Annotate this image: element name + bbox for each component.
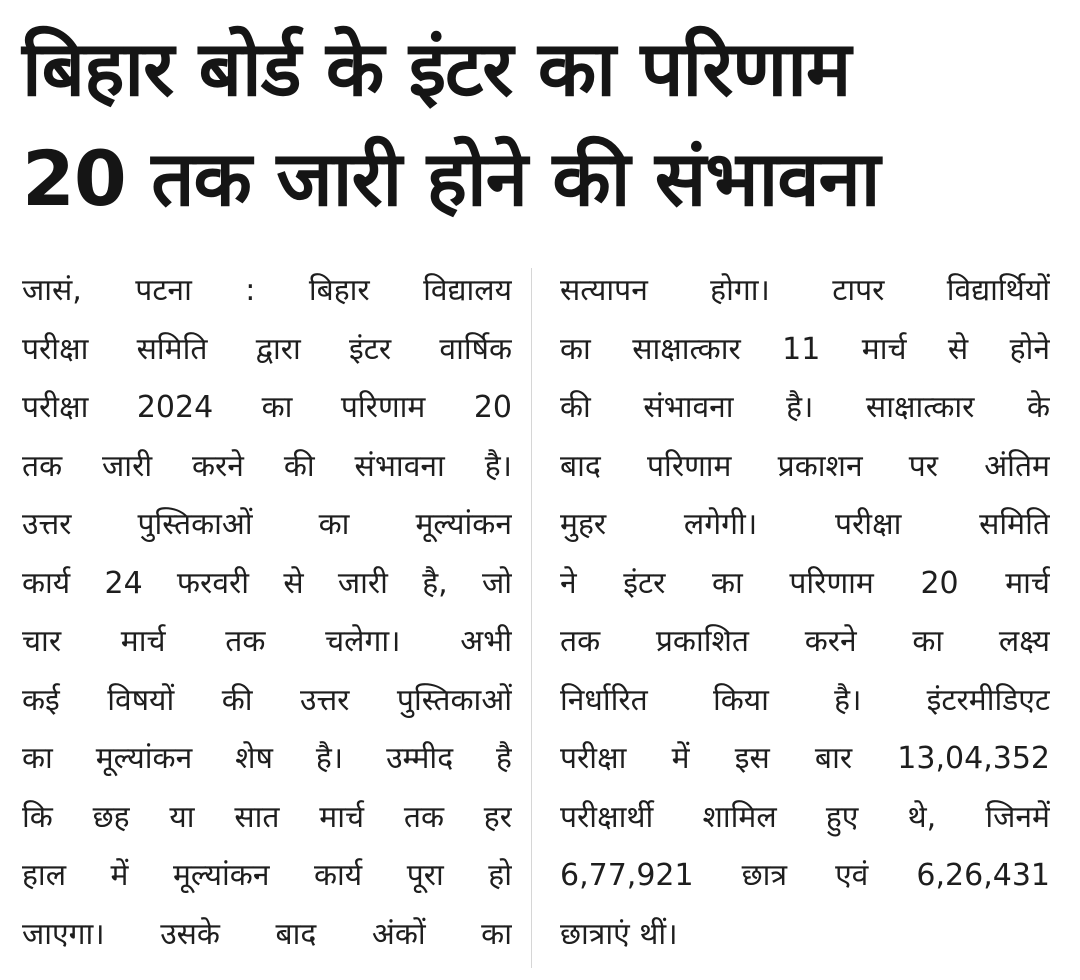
body-line: बाद परिणाम प्रकाशन पर अंतिम — [560, 448, 1050, 484]
body-line: तक जारी करने की संभावना है। — [22, 448, 512, 484]
body-line: छात्राएं थीं। — [560, 916, 678, 952]
body-line: कई विषयों की उत्तर पुस्तिकाओं — [22, 682, 512, 718]
body-line: का साक्षात्कार 11 मार्च से होने — [560, 331, 1050, 367]
headline-line-2: 20 तक जारी होने की संभावना — [22, 134, 880, 223]
body-line: कार्य 24 फरवरी से जारी है, जो — [22, 565, 512, 601]
body-line: मुहर लगेगी। परीक्षा समिति — [560, 507, 1050, 542]
column-divider — [531, 268, 532, 968]
body-line: तक प्रकाशित करने का लक्ष्य — [560, 624, 1050, 659]
article-column-right — [560, 262, 1050, 964]
body-line: हाल में मूल्यांकन कार्य पूरा हो — [22, 858, 512, 893]
body-line: निर्धारित किया है। इंटरमीडिएट — [560, 682, 1050, 718]
body-line: परीक्षा में इस बार 13,04,352 — [560, 741, 1050, 776]
body-line: का मूल्यांकन शेष है। उम्मीद है — [22, 741, 512, 776]
body-line: कि छह या सात मार्च तक हर — [22, 799, 512, 835]
body-line: जासं, पटना : बिहार विद्यालय — [22, 273, 512, 308]
body-line: परीक्षा समिति द्वारा इंटर वार्षिक — [22, 331, 512, 367]
body-line: ने इंटर का परिणाम 20 मार्च — [560, 565, 1050, 601]
body-line: उत्तर पुस्तिकाओं का मूल्यांकन — [22, 507, 512, 542]
article-column-left — [22, 262, 512, 964]
body-line: परीक्षार्थी शामिल हुए थे, जिनमें — [560, 799, 1050, 835]
body-line: परीक्षा 2024 का परिणाम 20 — [22, 390, 512, 425]
body-line: सत्यापन होगा। टापर विद्यार्थियों — [560, 273, 1050, 308]
body-line: की संभावना है। साक्षात्कार के — [560, 390, 1050, 425]
body-line: 6,77,921 छात्र एवं 6,26,431 — [560, 858, 1050, 893]
body-line: चार मार्च तक चलेगा। अभी — [22, 624, 512, 659]
body-line: जाएगा। उसके बाद अंकों का — [22, 916, 512, 952]
headline-line-1: बिहार बोर्ड के इंटर का परिणाम — [22, 24, 851, 113]
headline — [22, 14, 1062, 234]
